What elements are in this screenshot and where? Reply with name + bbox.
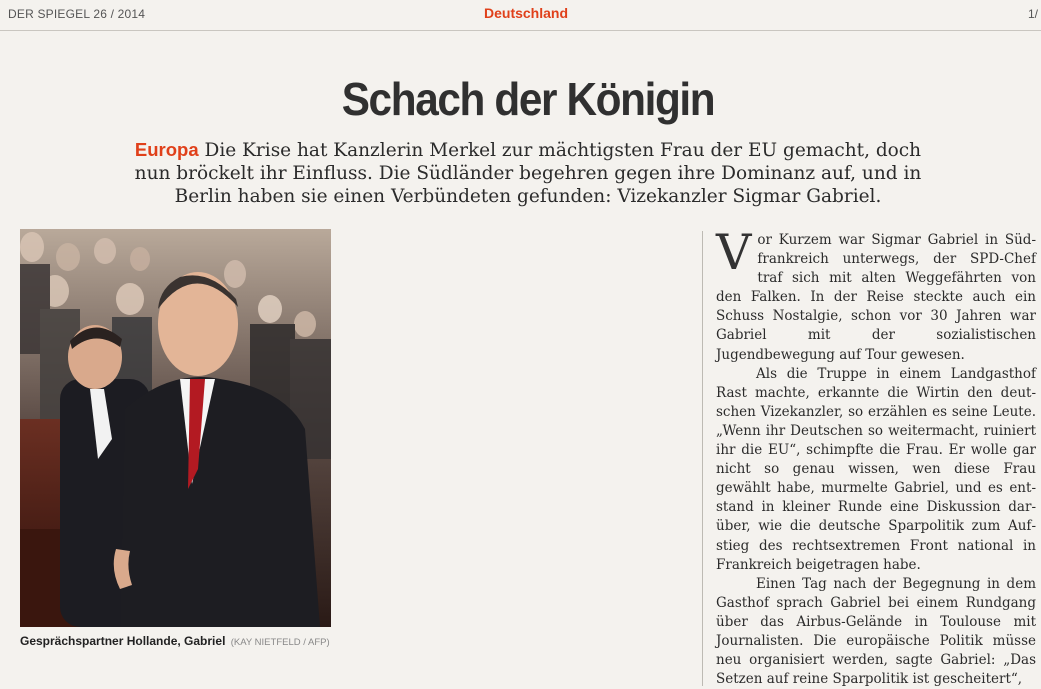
paragraph-2: Als die Truppe in einem Landgasthof Rast machte, erkannte die Wirtin den deutschen Vizekanzler, so erzählen es seine Leute. „Wenn ihr Deutschen so weitermacht, ruiniert ihr die EU“, schimpfte die Frau. Er wolle gar nicht so genau wissen, wen diese Frau gewählt habe, murmelte Gabriel, und es entstand in kleiner Runde eine Diskussion darüber, wie die deutsche Sparpolitik zum Aufstieg des rechtsextremen Front national in Frankreich beigetragen habe. [716, 365, 1036, 573]
paragraph-3: Einen Tag nach der Begegnung in dem Gasthof sprach Gabriel bei einem Rundgang über das Airbus-Gelände in Toulouse mit Journalisten. Die europäische Politik müsse neu organisiert werden, sagte Gabriel: „Das Setzen auf reine Sparpolitik ist gescheitert“, [716, 575, 1036, 688]
lead-text: Die Krise hat Kanzlerin Merkel zur mächtigsten Frau der EU gemacht, doch nun bröckelt ihr Einfluss. Die Südländer begehren gegen ihre Dominanz auf, und in Berlin haben sie einen Verbündeten gefunden: Vizekanzler Sigmar Gabriel. [134, 140, 922, 207]
drop-cap: V [716, 224, 752, 281]
issue-label: DER SPIEGEL 26 / 2014 [8, 7, 146, 21]
paragraph-1: or Kurzem war Sigmar Gabriel in Südfrankreich unterwegs, der SPD-Chef traf sich mit alten Weggefährten von den Falken. In der Reise steckte auch ein Schuss Nostalgie, schon vor 30 Jahren war Gabriel mit der sozialistischen Jugendbewegung auf Tour gewesen. [716, 232, 1036, 363]
column-divider [702, 231, 703, 686]
section-label: Deutschland [484, 5, 569, 21]
photo-caption [20, 634, 330, 648]
page-number: 1/ [1027, 7, 1038, 21]
article-photo [20, 229, 331, 627]
photo-illustration [20, 229, 331, 627]
article-lead [118, 138, 938, 208]
page-header [0, 0, 1041, 31]
caption-text: Gesprächspartner Hollande, Gabriel [20, 634, 226, 648]
article-headline: Schach der Königin [341, 73, 715, 125]
article-body [716, 224, 1036, 689]
kicker-label: Europa [134, 139, 199, 160]
photo-credit: (KAY NIETFELD / AFP) [230, 637, 330, 648]
